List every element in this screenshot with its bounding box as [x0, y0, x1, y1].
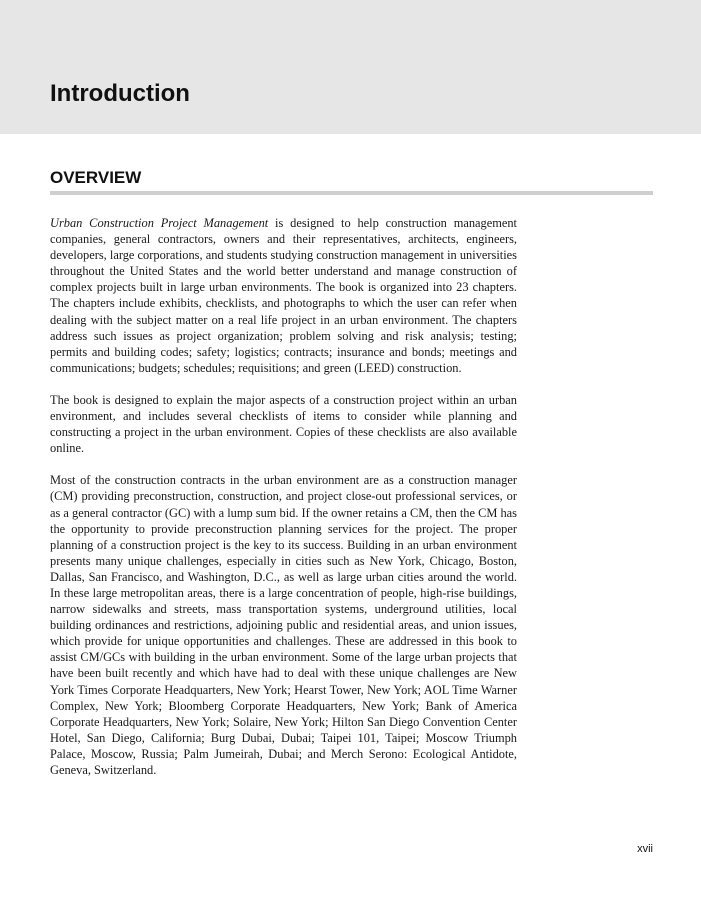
page-number: xvii — [637, 843, 653, 855]
section-heading: OVERVIEW — [50, 168, 142, 187]
section-divider — [50, 191, 653, 195]
paragraph-2: The book is designed to explain the major aspects of a construction project within an urban environment, and includes several checklists of items to consider while planning and constructing a project in the urban environment. Copies of these checklists are also available online. — [50, 392, 517, 456]
chapter-title: Introduction — [50, 80, 190, 107]
paragraph-1-text: is designed to help construction management companies, general contractors, owners and their representatives, architects, engineers, developers, large corporations, and students studying construction management in universities throughout the United States and the world better understand and manage construction of complex projects built in large urban environments. The book is organized into 23 chapters. The chapters include exhibits, checklists, and photographs to which the user can refer when dealing with the subject matter on a real life project in an urban environment. The chapters address such issues as project organization; problem solving and risk analysis; testing; permits and building codes; safety; logistics; contracts; insurance and bonds; meetings and communications; budgets; schedules; requisitions; and green (LEED) construction. — [50, 216, 517, 375]
body-text — [50, 215, 517, 794]
paragraph-1 — [50, 215, 517, 376]
book-title: Urban Construction Project Management — [50, 216, 269, 230]
paragraph-3: Most of the construction contracts in the urban environment are as a construction manager (CM) providing preconstruction, construction, and project close-out professional services, or as a general contractor (GC) with a lump sum bid. If the owner retains a CM, then the CM has the opportunity to provide preconstruction planning services for the project. The proper planning of a construction project is the key to its success. Building in an urban environment presents many unique challenges, especially in cities such as New York, Chicago, Boston, Dallas, San Francisco, and Washington, D.C., as well as large urban cities around the world. In these large metropolitan areas, there is a large concentration of people, high-rise buildings, narrow sidewalks and streets, mass transportation systems, underground utilities, local building ordinances and restrictions, adjoining public and residential areas, and union issues, which provide for unique opportunities and challenges. These are addressed in this book to assist CM/GCs with building in the urban environment. Some of the large urban projects that have been built recently and which have had to deal with these unique challenges are New York Times Corporate Headquarters, New York; Hearst Tower, New York; AOL Time Warner Complex, New York; Bloomberg Corporate Headquarters, New York; Bank of America Corporate Headquarters, New York; Solaire, New York; Hilton San Diego Convention Center Hotel, San Diego, California; Burg Dubai, Dubai; Taipei 101, Taipei; Moscow Triumph Palace, Moscow, Russia; Palm Jumeirah, Dubai; and Merch Serono: Ecological Antidote, Geneva, Switzerland. — [50, 473, 517, 777]
chapter-header-band — [0, 0, 701, 134]
